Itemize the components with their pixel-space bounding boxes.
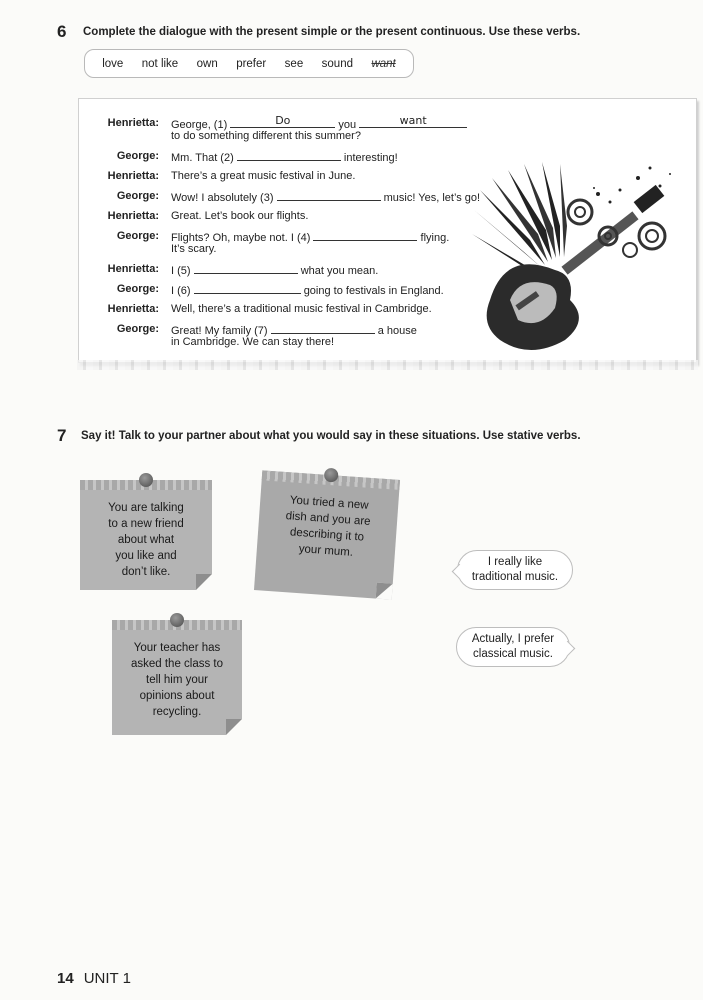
- speaker-george-8: George:: [116, 283, 159, 295]
- note-situation-2: [254, 470, 400, 599]
- line-10-text-b: a house: [377, 325, 417, 337]
- pin-icon: [170, 613, 184, 627]
- note-2-line-2: dish and you are: [285, 510, 371, 528]
- word-love: love: [102, 57, 124, 70]
- pin-icon: [139, 473, 153, 487]
- speaker-george-4: George:: [116, 190, 159, 202]
- unit-label: UNIT 1: [83, 970, 131, 987]
- wing-icon: [472, 162, 567, 274]
- bubble-2-line-2: classical music.: [473, 648, 553, 660]
- word-want-struck: want: [371, 57, 396, 70]
- dialogue-line-4: [171, 190, 480, 204]
- line-1-continuation: to do something different this summer?: [171, 130, 361, 142]
- note-1-line-2: to a new friend: [108, 518, 184, 530]
- blank-6[interactable]: [194, 283, 301, 294]
- blank-5[interactable]: [194, 263, 298, 274]
- bubble-2-line-1: Actually, I prefer: [471, 633, 555, 645]
- speaker-george-10: George:: [116, 323, 159, 335]
- dialogue-line-6: [171, 230, 449, 244]
- speaker-henrietta-3: Henrietta:: [107, 170, 159, 182]
- note-3-line-3: tell him your: [146, 674, 208, 686]
- speaker-henrietta-5: Henrietta:: [107, 210, 159, 222]
- word-own: own: [196, 57, 218, 70]
- note-1-line-1: You are talking: [108, 502, 184, 514]
- note-situation-1: [80, 480, 212, 590]
- speaker-henrietta-7: Henrietta:: [107, 263, 159, 275]
- page-number: 14: [57, 970, 74, 987]
- blank-4[interactable]: [313, 230, 417, 241]
- word-box: [84, 49, 414, 78]
- exercise-6-number: 6: [57, 22, 67, 41]
- note-fold: [226, 719, 242, 735]
- exercise-6-instruction: Complete the dialogue with the present simple or the present continuous. Use these verbs.: [83, 26, 581, 38]
- dialogue-line-10: [171, 323, 417, 337]
- note-situation-3: [112, 620, 242, 735]
- line-6-text-b: flying.: [420, 232, 450, 244]
- dialogue-line-1: [171, 114, 467, 131]
- speaker-george-2: George:: [116, 150, 159, 162]
- speaker-george-6: George:: [116, 230, 159, 242]
- speaker-henrietta-9: Henrietta:: [107, 303, 159, 315]
- exercise-7-number: 7: [57, 426, 67, 445]
- line-4-text-a: Wow! I absolutely (3): [171, 192, 274, 204]
- word-not-like: not like: [141, 57, 179, 70]
- bubble-1-line-1: I really like: [487, 556, 543, 568]
- blank-7[interactable]: [271, 323, 375, 334]
- line-8-text-a: I (6): [171, 285, 191, 297]
- note-2-line-1: You tried a new: [289, 494, 369, 512]
- speaker-henrietta-1: Henrietta:: [107, 117, 159, 129]
- note-fold: [196, 574, 212, 590]
- answer-1: Do: [275, 114, 291, 127]
- dialogue-line-7: [171, 263, 378, 277]
- guitar-illustration: [460, 150, 700, 365]
- note-3-line-4: opinions about: [139, 690, 215, 702]
- note-3-line-5: recycling.: [152, 706, 202, 718]
- dialogue-line-2: [171, 150, 398, 164]
- dialogue-line-5: Great. Let’s book our flights.: [171, 210, 309, 222]
- blank-3[interactable]: [277, 190, 381, 201]
- dialogue-line-9: Well, there’s a traditional music festival in Cambridge.: [171, 303, 432, 315]
- blank-1[interactable]: [230, 114, 335, 128]
- line-2-text-b: interesting!: [343, 152, 398, 164]
- line-1-text-b: you: [338, 119, 357, 131]
- page-footer: [57, 970, 131, 987]
- note-2-line-4: your mum.: [298, 543, 354, 559]
- note-1-line-4: you like and: [115, 550, 177, 562]
- exercise-7-instruction: Say it! Talk to your partner about what you would say in these situations. Use stative verbs.: [81, 430, 581, 442]
- line-10-text-a: Great! My family (7): [171, 325, 268, 337]
- line-8-text-b: going to festivals in England.: [303, 285, 444, 297]
- line-6-continuation: It’s scary.: [171, 243, 217, 255]
- line-4-text-b: music! Yes, let’s go!: [383, 192, 481, 204]
- note-3-line-2: asked the class to: [130, 658, 224, 670]
- line-1-text-a: George, (1): [171, 119, 228, 131]
- note-1-line-3: about what: [117, 534, 175, 546]
- answer-1b: want: [399, 114, 427, 127]
- word-sound: sound: [321, 57, 353, 70]
- note-3-line-1: Your teacher has: [133, 642, 221, 654]
- line-7-text-b: what you mean.: [300, 265, 379, 277]
- note-fold: [376, 583, 393, 600]
- bubble-1-line-2: traditional music.: [471, 571, 559, 583]
- word-prefer: prefer: [236, 57, 267, 70]
- dialogue-line-3: There’s a great music festival in June.: [171, 170, 356, 182]
- word-see: see: [284, 57, 304, 70]
- note-2-line-3: describing it to: [289, 526, 365, 544]
- blank-1b[interactable]: [359, 114, 467, 128]
- note-1-line-5: don’t like.: [121, 566, 171, 578]
- dialogue-line-8: [171, 283, 444, 297]
- speech-bubble-2: [456, 627, 570, 667]
- line-7-text-a: I (5): [171, 265, 191, 277]
- speech-bubble-1: [457, 550, 573, 590]
- blank-2[interactable]: [237, 150, 341, 161]
- line-6-text-a: Flights? Oh, maybe not. I (4): [171, 232, 311, 244]
- line-10-continuation: in Cambridge. We can stay there!: [171, 336, 335, 348]
- line-2-text-a: Mm. That (2): [171, 152, 234, 164]
